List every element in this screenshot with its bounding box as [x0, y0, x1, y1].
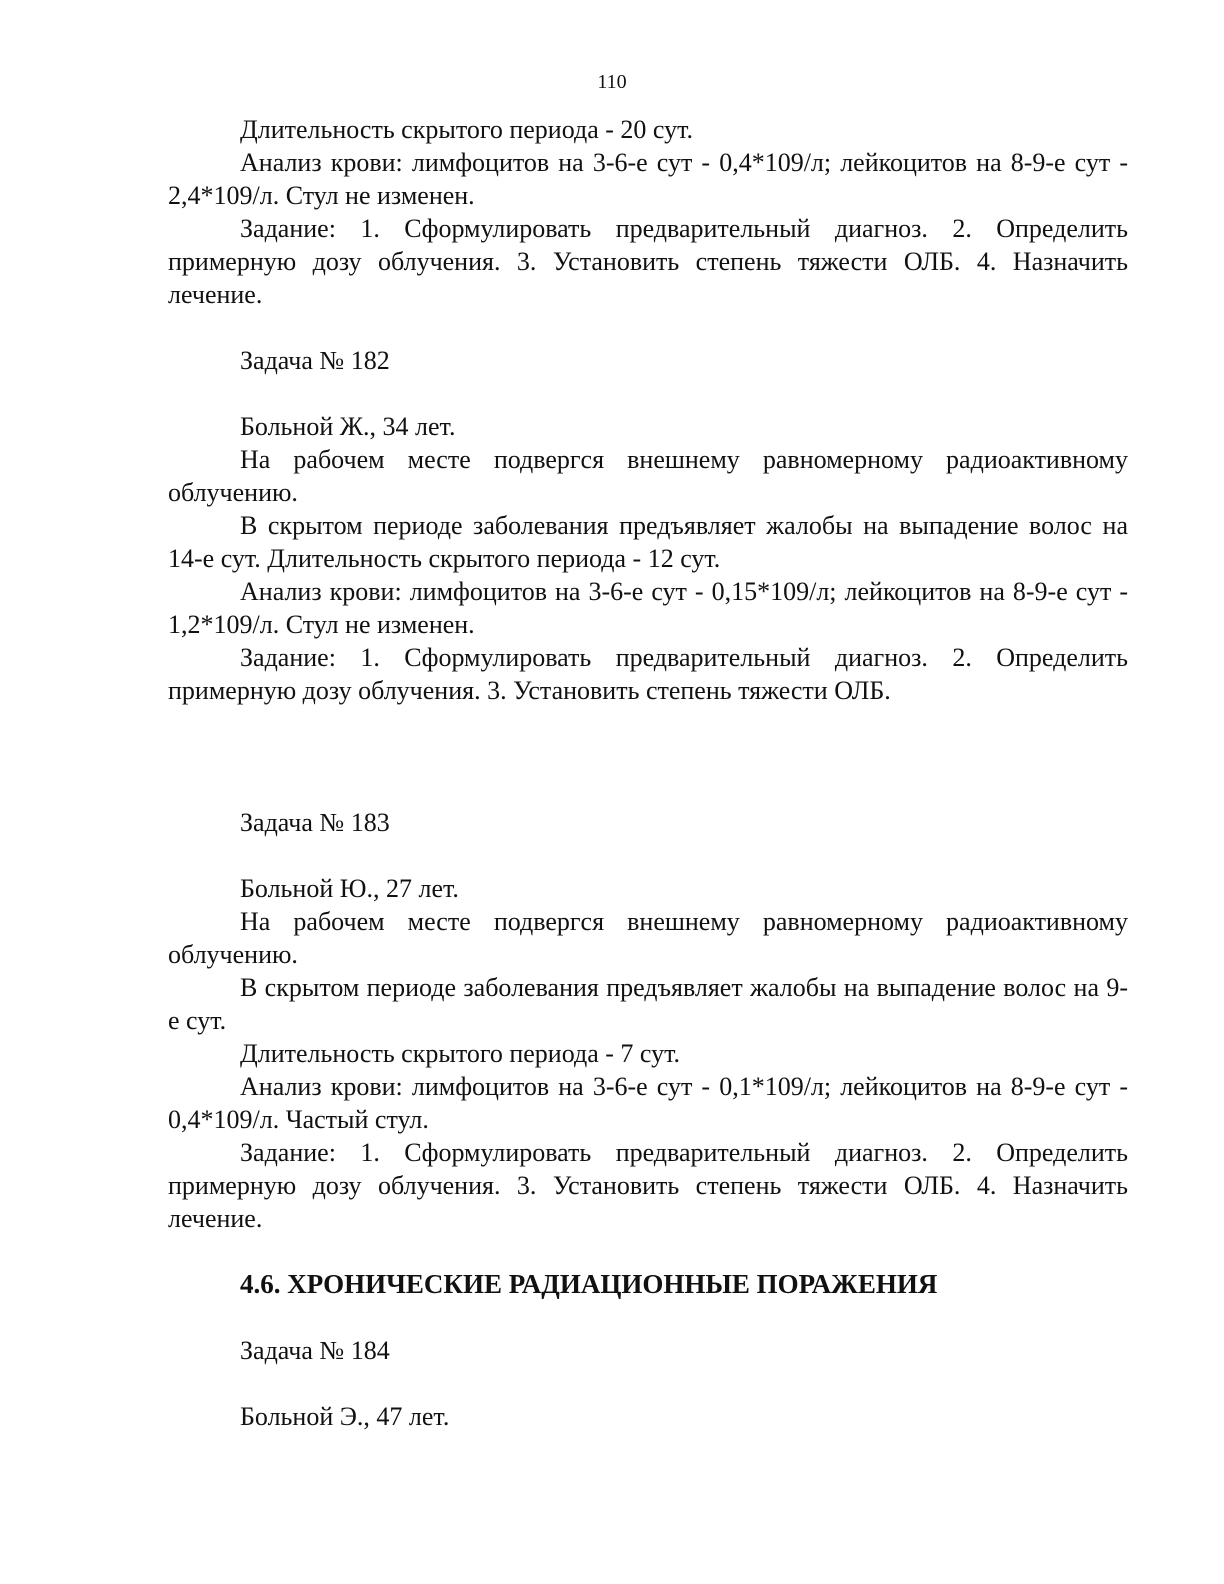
task-183-latent-period: Длительность скрытого периода - 7 сут.	[240, 1039, 681, 1068]
task-182-blood-analysis: Анализ крови: лимфоцитов на 3-6-е сут - 0,15*109/л; лейкоцитов на 8-9-е сут - 1,2*109/л. Стул не изменен.	[168, 577, 1128, 639]
task-183-exposure: На рабочем месте подвергся внешнему равномерному радиоактивному облучению.	[168, 907, 1128, 969]
task-182-complaints: В скрытом периоде заболевания предъявляет жалобы на выпадение волос на 14-е сут. Длительность скрытого периода - 12 сут.	[168, 511, 1128, 573]
document-body	[168, 113, 1128, 1466]
task-182-task: Задание: 1. Сформулировать предварительный диагноз. 2. Определить примерную дозу облучения. 3. Установить степень тяжести ОЛБ.	[168, 643, 1128, 705]
task-182-exposure: На рабочем месте подвергся внешнему равномерному радиоактивному облучению.	[168, 445, 1128, 507]
task-183-patient: Больной Ю., 27 лет.	[240, 874, 459, 903]
intro-task: Задание: 1. Сформулировать предварительный диагноз. 2. Определить примерную дозу облучения. 3. Установить степень тяжести ОЛБ. 4. Назначить лечение.	[168, 214, 1128, 309]
task-183-title: Задача № 183	[240, 808, 390, 837]
intro-latent-period: Длительность скрытого периода - 20 сут.	[240, 115, 694, 144]
task-183-complaints: В скрытом периоде заболевания предъявляет жалобы на выпадение волос на 9-е сут.	[168, 973, 1128, 1035]
intro-blood-analysis: Анализ крови: лимфоцитов на 3-6-е сут - 0,4*109/л; лейкоцитов на 8-9-е сут - 2,4*109/л. Стул не изменен.	[168, 148, 1128, 210]
task-183-task: Задание: 1. Сформулировать предварительный диагноз. 2. Определить примерную дозу облучения. 3. Установить степень тяжести ОЛБ. 4. Назначить лечение.	[168, 1138, 1128, 1233]
task-182-patient: Больной Ж., 34 лет.	[240, 412, 456, 441]
task-184-title: Задача № 184	[240, 1336, 390, 1365]
task-182-title: Задача № 182	[240, 346, 390, 375]
task-184-patient: Больной Э., 47 лет.	[240, 1402, 450, 1431]
section-heading: 4.6. ХРОНИЧЕСКИЕ РАДИАЦИОННЫЕ ПОРАЖЕНИЯ	[240, 1269, 938, 1299]
page-number: 110	[597, 71, 627, 93]
task-183-blood-analysis: Анализ крови: лимфоцитов на 3-6-е сут - 0,1*109/л; лейкоцитов на 8-9-е сут - 0,4*109/л. Частый стул.	[168, 1072, 1128, 1134]
